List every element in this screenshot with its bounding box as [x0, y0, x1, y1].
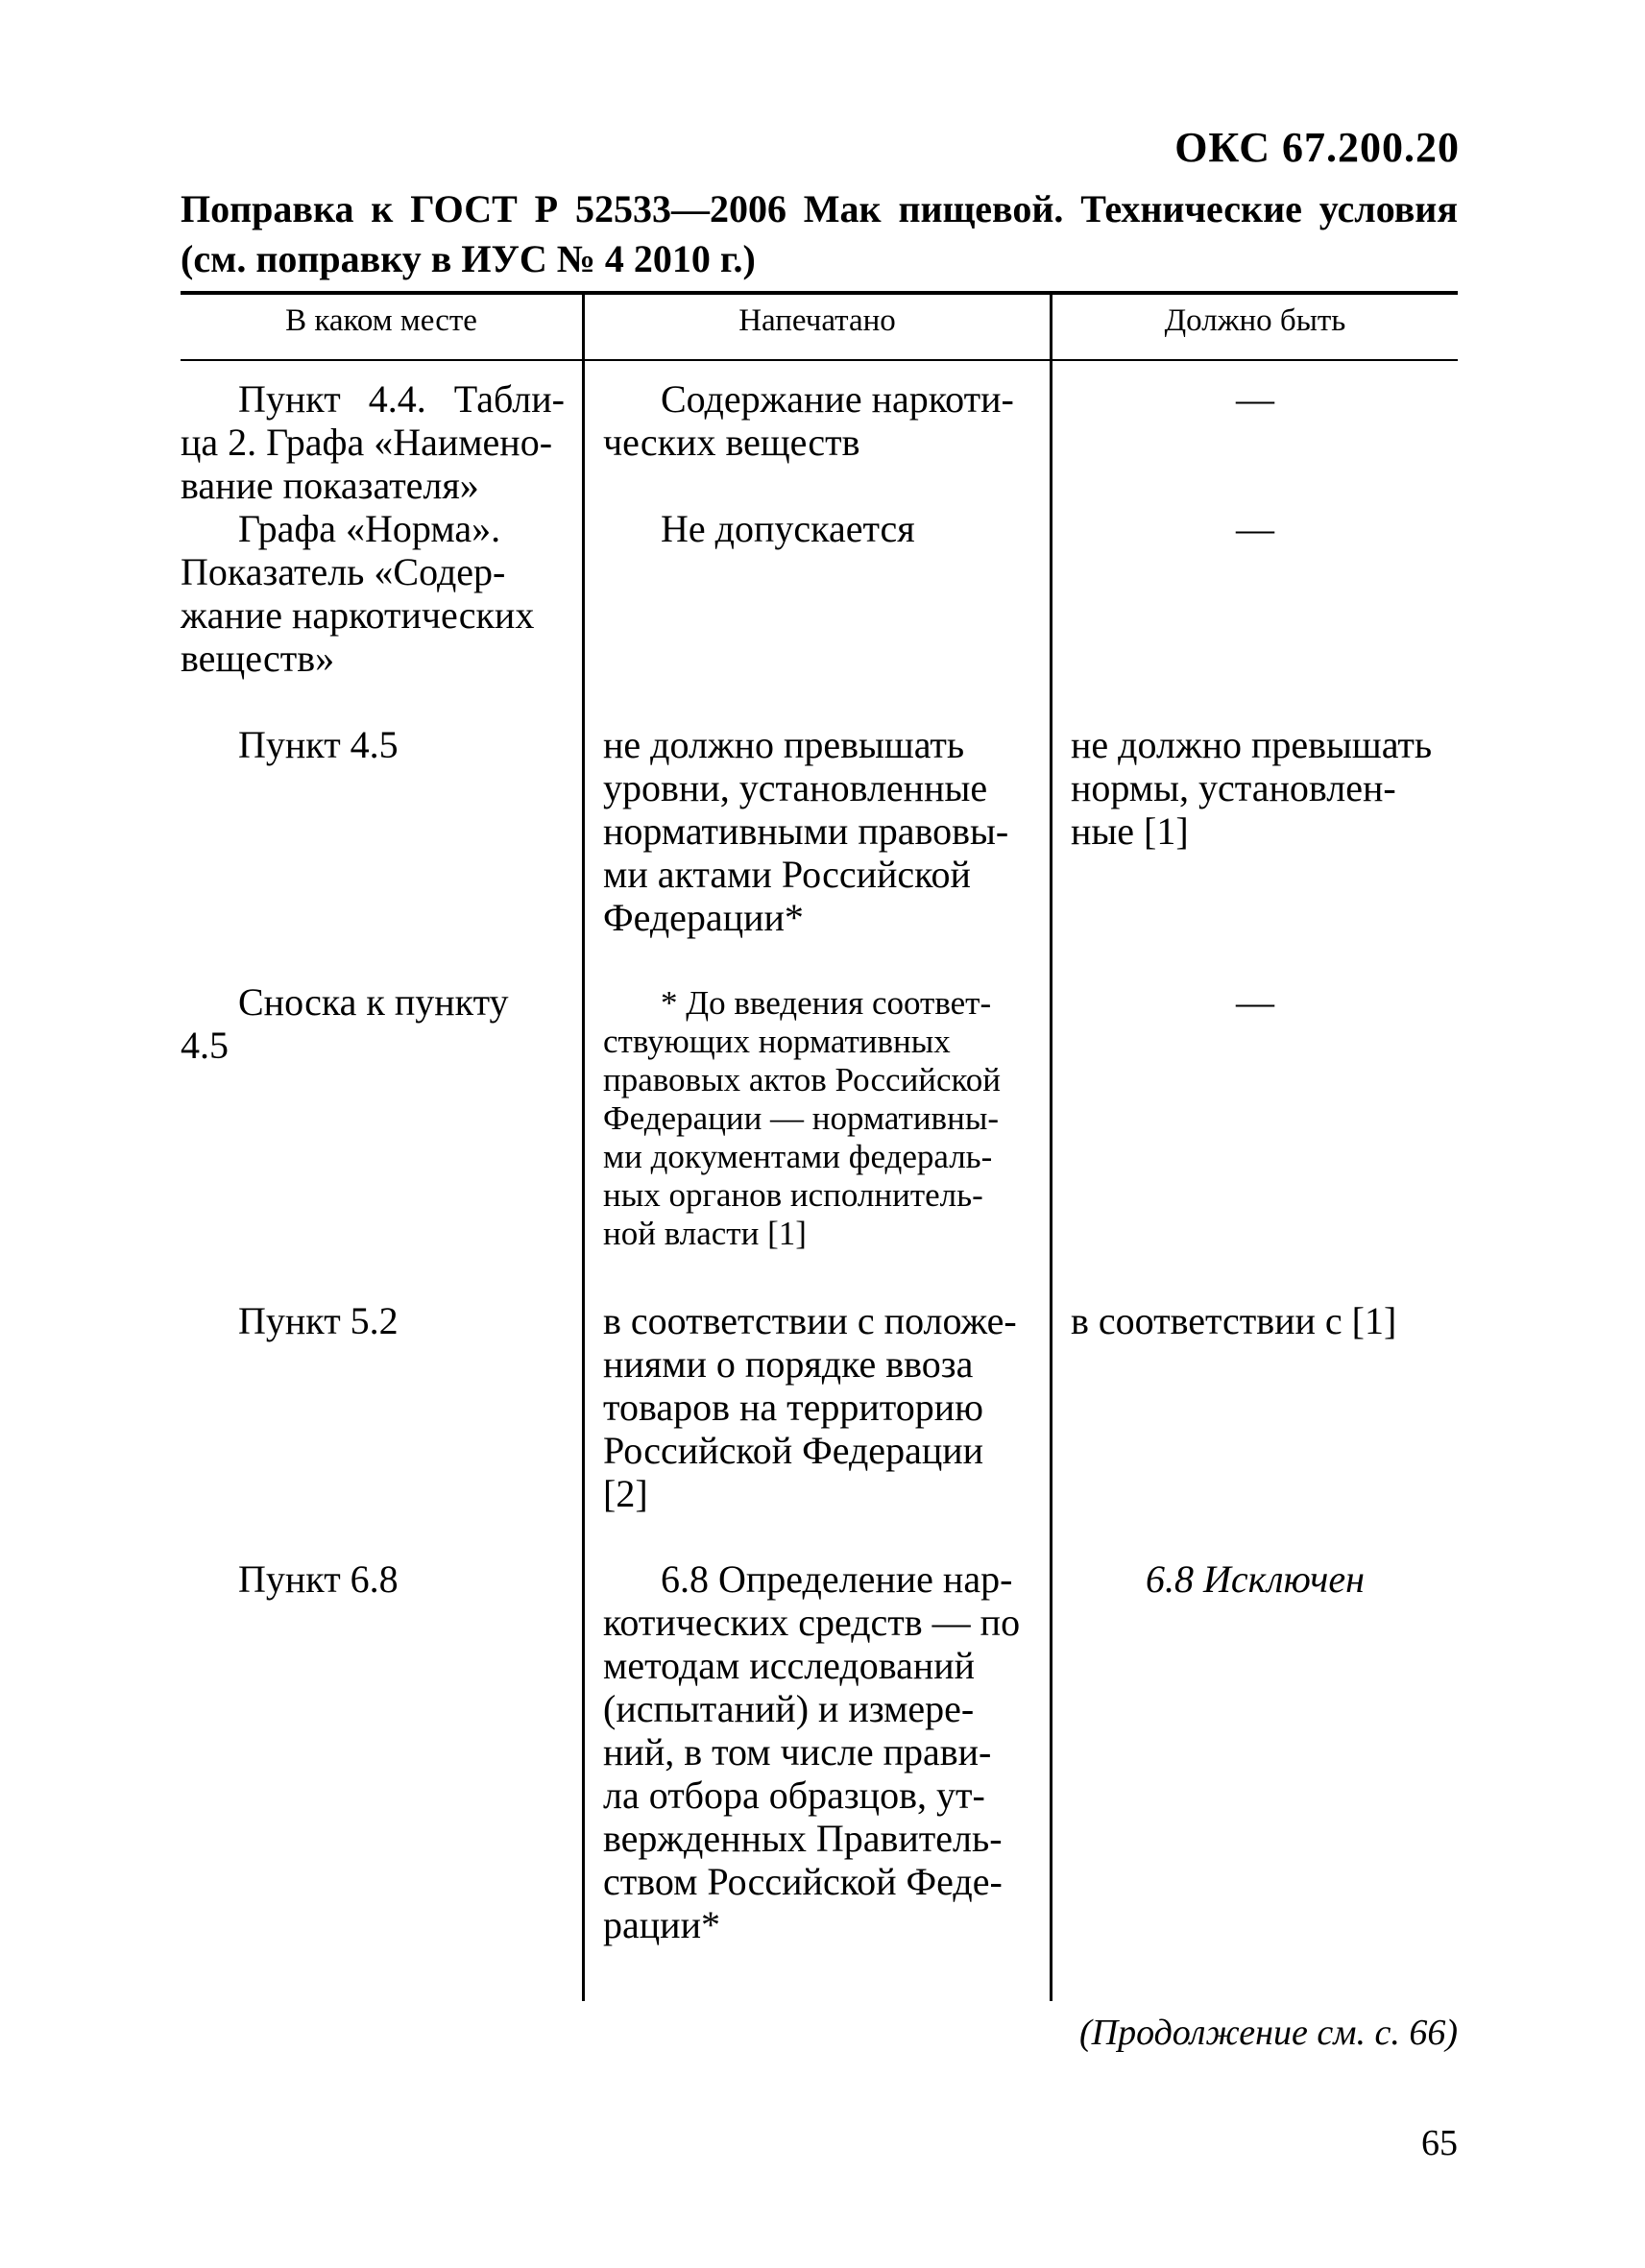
cell-printed — [603, 1299, 1035, 1515]
text-line: ца 2. Графа «Наимено- — [181, 421, 553, 464]
text-line: Федерации — нормативны- — [603, 1099, 999, 1137]
table-top-rule — [181, 291, 1458, 295]
continuation-note: (Продолжение см. с. 66) — [1078, 2013, 1458, 2053]
text-line: вание показателя» — [181, 464, 479, 507]
text-line: [2] — [603, 1472, 648, 1515]
text-line: Графа «Норма». — [238, 507, 501, 550]
text-line: жание наркотических — [181, 593, 535, 637]
text-line: * До введения соответ- — [661, 984, 992, 1022]
title-line-2: (см. поправку в ИУС № 4 2010 г.) — [181, 237, 756, 280]
text-line: котических средств — по — [603, 1601, 1021, 1644]
text-line: ческих веществ — [603, 421, 860, 464]
cell-printed — [603, 377, 1035, 464]
text-line: (испытаний) и измере- — [603, 1687, 975, 1730]
text-line: ла отбора образцов, ут- — [603, 1773, 985, 1817]
table-header-rule — [181, 359, 1458, 361]
text-line: рации* — [603, 1903, 720, 1946]
text-line: Пункт 6.8 — [238, 1557, 399, 1601]
col-header-place: В каком месте — [285, 303, 477, 338]
text-line: ствующих нормативных — [603, 1023, 951, 1060]
cell-place — [238, 1299, 565, 1342]
title-line-1: Поправка к ГОСТ Р 52533—2006 Мак пищевой. Технические условия — [181, 187, 1458, 230]
text-line: 4.5 — [181, 1024, 229, 1067]
cell-place — [238, 723, 565, 766]
text-line: в соответствии с [1] — [1071, 1299, 1397, 1342]
text-line: 6.8 Исключен — [1146, 1557, 1365, 1601]
cell-should: — — [1236, 507, 1274, 550]
cell-printed — [603, 507, 1035, 550]
text-line: методам исследований — [603, 1644, 976, 1687]
col-header-printed: Напечатано — [738, 303, 896, 338]
text-line: Пункт 4.4. Табли- — [238, 377, 565, 421]
oks-code: ОКС 67.200.20 — [1174, 124, 1460, 171]
cell-should: — — [1236, 377, 1274, 421]
text-line: ми документами федераль- — [603, 1138, 993, 1175]
col-header-should: Должно быть — [1164, 303, 1346, 338]
cell-should — [1052, 1557, 1458, 1601]
text-line: в соответствии с положе- — [603, 1299, 1017, 1342]
text-line: Показатель «Содер- — [181, 550, 506, 593]
text-line: веществ» — [181, 637, 335, 680]
text-line: ми актами Российской — [603, 853, 971, 896]
page-number: 65 — [1421, 2123, 1458, 2163]
text-line: вержденных Правитель- — [603, 1817, 1003, 1860]
text-line: Федерации* — [603, 896, 804, 939]
text-line: Пункт 4.5 — [238, 723, 399, 766]
text-line: Содержание наркоти- — [661, 377, 1014, 421]
column-divider-1 — [582, 293, 585, 2001]
cell-place — [181, 507, 565, 680]
text-line: нормативными правовы- — [603, 809, 1009, 853]
cell-should — [1071, 723, 1455, 853]
cell-place — [181, 377, 565, 421]
cell-place — [238, 1557, 565, 1601]
text-line: ные [1] — [1071, 809, 1189, 853]
text-line: не должно превышать — [603, 723, 965, 766]
text-line: Сноска к пункту — [238, 980, 509, 1024]
text-line: ний, в том числе прави- — [603, 1730, 992, 1773]
text-line: ной власти [1] — [603, 1215, 807, 1252]
text-line: нормы, установлен- — [1071, 766, 1396, 809]
text-line: Пункт 5.2 — [238, 1299, 399, 1342]
text-line: 6.8 Определение нар- — [661, 1557, 1013, 1601]
cell-should — [1071, 1299, 1455, 1342]
text-line: Не допускается — [661, 507, 915, 550]
text-line: ством Российской Феде- — [603, 1860, 1003, 1903]
text-line: не должно превышать — [1071, 723, 1433, 766]
text-line: Российской Федерации — [603, 1429, 984, 1472]
cell-printed — [603, 723, 1035, 939]
text-line: уровни, установленные — [603, 766, 988, 809]
cell-should: — — [1236, 980, 1274, 1024]
text-line: ниями о порядке ввоза — [603, 1342, 974, 1386]
cell-place-cont — [181, 421, 565, 507]
text-line: правовых актов Российской — [603, 1061, 1002, 1098]
cell-printed — [603, 984, 1035, 1253]
cell-place — [181, 980, 565, 1067]
document-title — [181, 184, 1458, 284]
text-line: товаров на территорию — [603, 1386, 983, 1429]
text-line: ных органов исполнитель- — [603, 1176, 983, 1214]
cell-printed — [603, 1557, 1035, 1946]
